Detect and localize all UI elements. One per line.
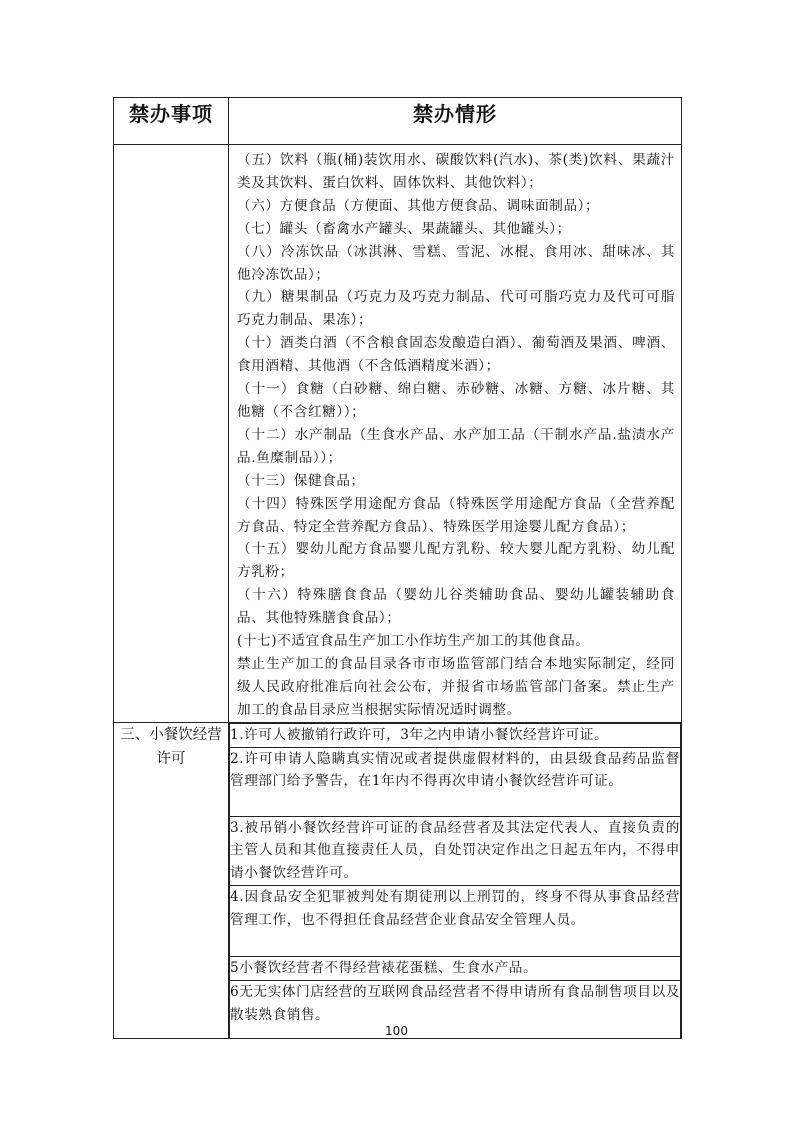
list-item: 1.许可人被撤销行政许可，3年之内申请小餐饮经营许可证。: [230, 723, 681, 747]
section1-content-cell: [229, 145, 682, 723]
table-header-row: [114, 98, 682, 145]
list-item: （十一）食糖（白砂糖、绵白糖、赤砂糖、冰糖、方糖、冰片糖、其他糖（不含红糖））；: [237, 381, 675, 420]
section1-category-cell: [114, 145, 229, 723]
section2-items-table: [229, 723, 681, 1038]
list-item: (十七)不适宜食品生产加工小作坊生产加工的其他食品。: [237, 633, 590, 650]
prohibited-items-table: [113, 97, 682, 1039]
list-item: （十四）特殊医学用途配方食品（特殊医学用途配方食品（全营养配方食品、特定全营养配方食品）、特殊医学用途婴儿配方食品）；: [237, 495, 675, 535]
list-item: （八）冷冻饮品（冰淇淋、雪糕、雪泥、冰棍、食用冰、甜味冰、其他冷冻饮品）；: [237, 243, 675, 283]
list-item: （六）方便食品（方便面、其他方便食品、调味面制品）；: [237, 197, 600, 214]
list-item: （十三）保健食品；: [237, 472, 365, 489]
list-item: 禁止生产加工的食品目录各市市场监管部门结合本地实际制定，经同级人民政府批准后向社会公布，并报省市场监管部门备案。禁止生产加工的食品目录应当根据实际情况适时调整。: [237, 655, 675, 718]
list-item: 2.许可申请人隐瞒真实情况或者提供虚假材料的，由县级食品药品监督管理部门给予警告，在1年内不得再次申请小餐饮经营许可证。: [230, 747, 681, 816]
list-item: 5小餐饮经营者不得经营裱花蛋糕、生食水产品。: [230, 957, 681, 981]
list-item: （十六）特殊膳食食品（婴幼儿谷类辅助食品、婴幼儿罐装辅助食品、其他特殊膳食食品）；: [237, 587, 675, 627]
list-item: 6无无实体门店经营的互联网食品经营者不得申请所有食品制售项目以及散装熟食销售。: [230, 981, 681, 1038]
list-item: 4.因食品安全犯罪被判处有期徒刑以上刑罚的，终身不得从事食品经营管理工作，也不得担任食品经营企业食品安全管理人员。: [230, 886, 681, 957]
table-row: [114, 145, 682, 723]
header-prohibited-item: 禁办事项: [114, 98, 229, 145]
list-item: （五）饮料（瓶(桶)装饮用水、碳酸饮料(汽水)、茶(类)饮料、果蔬汁类及其饮料、蛋白饮料、固体饮料、其他饮料）；: [237, 152, 675, 191]
section2-content-cell: [229, 722, 682, 1038]
list-item: 3.被吊销小餐饮经营许可证的食品经营者及其法定代表人、直接负责的主管人员和其他直接责任人员，自处罚决定作出之日起五年内，不得申请小餐饮经营许可。: [230, 816, 681, 886]
section2-category: 三、小餐饮经营许可: [114, 722, 229, 1038]
list-item: （九）糖果制品（巧克力及巧克力制品、代可可脂巧克力及代可可脂巧克力制品、果冻）；: [237, 289, 675, 329]
list-item: （十）酒类白酒（不含粮食固态发酿造白酒）、葡萄酒及果酒、啤酒、食用酒精、其他酒（不含低酒精度米酒）；: [237, 335, 675, 375]
list-item: （十二）水产制品（生食水产品、水产加工品（干制水产品.盐渍水产品.鱼糜制品））；: [237, 426, 675, 466]
header-prohibited-situation: 禁办情形: [229, 98, 682, 145]
list-item: （十五）婴幼儿配方食品婴儿配方乳粉、较大婴儿配方乳粉、幼儿配方乳粉；: [237, 541, 675, 581]
table-row: [114, 722, 682, 1038]
page-number: 100: [385, 1024, 408, 1038]
list-item: （七）罐头（畜禽水产罐头、果蔬罐头、其他罐头）；: [237, 220, 571, 237]
section1-text-block: [229, 145, 681, 722]
